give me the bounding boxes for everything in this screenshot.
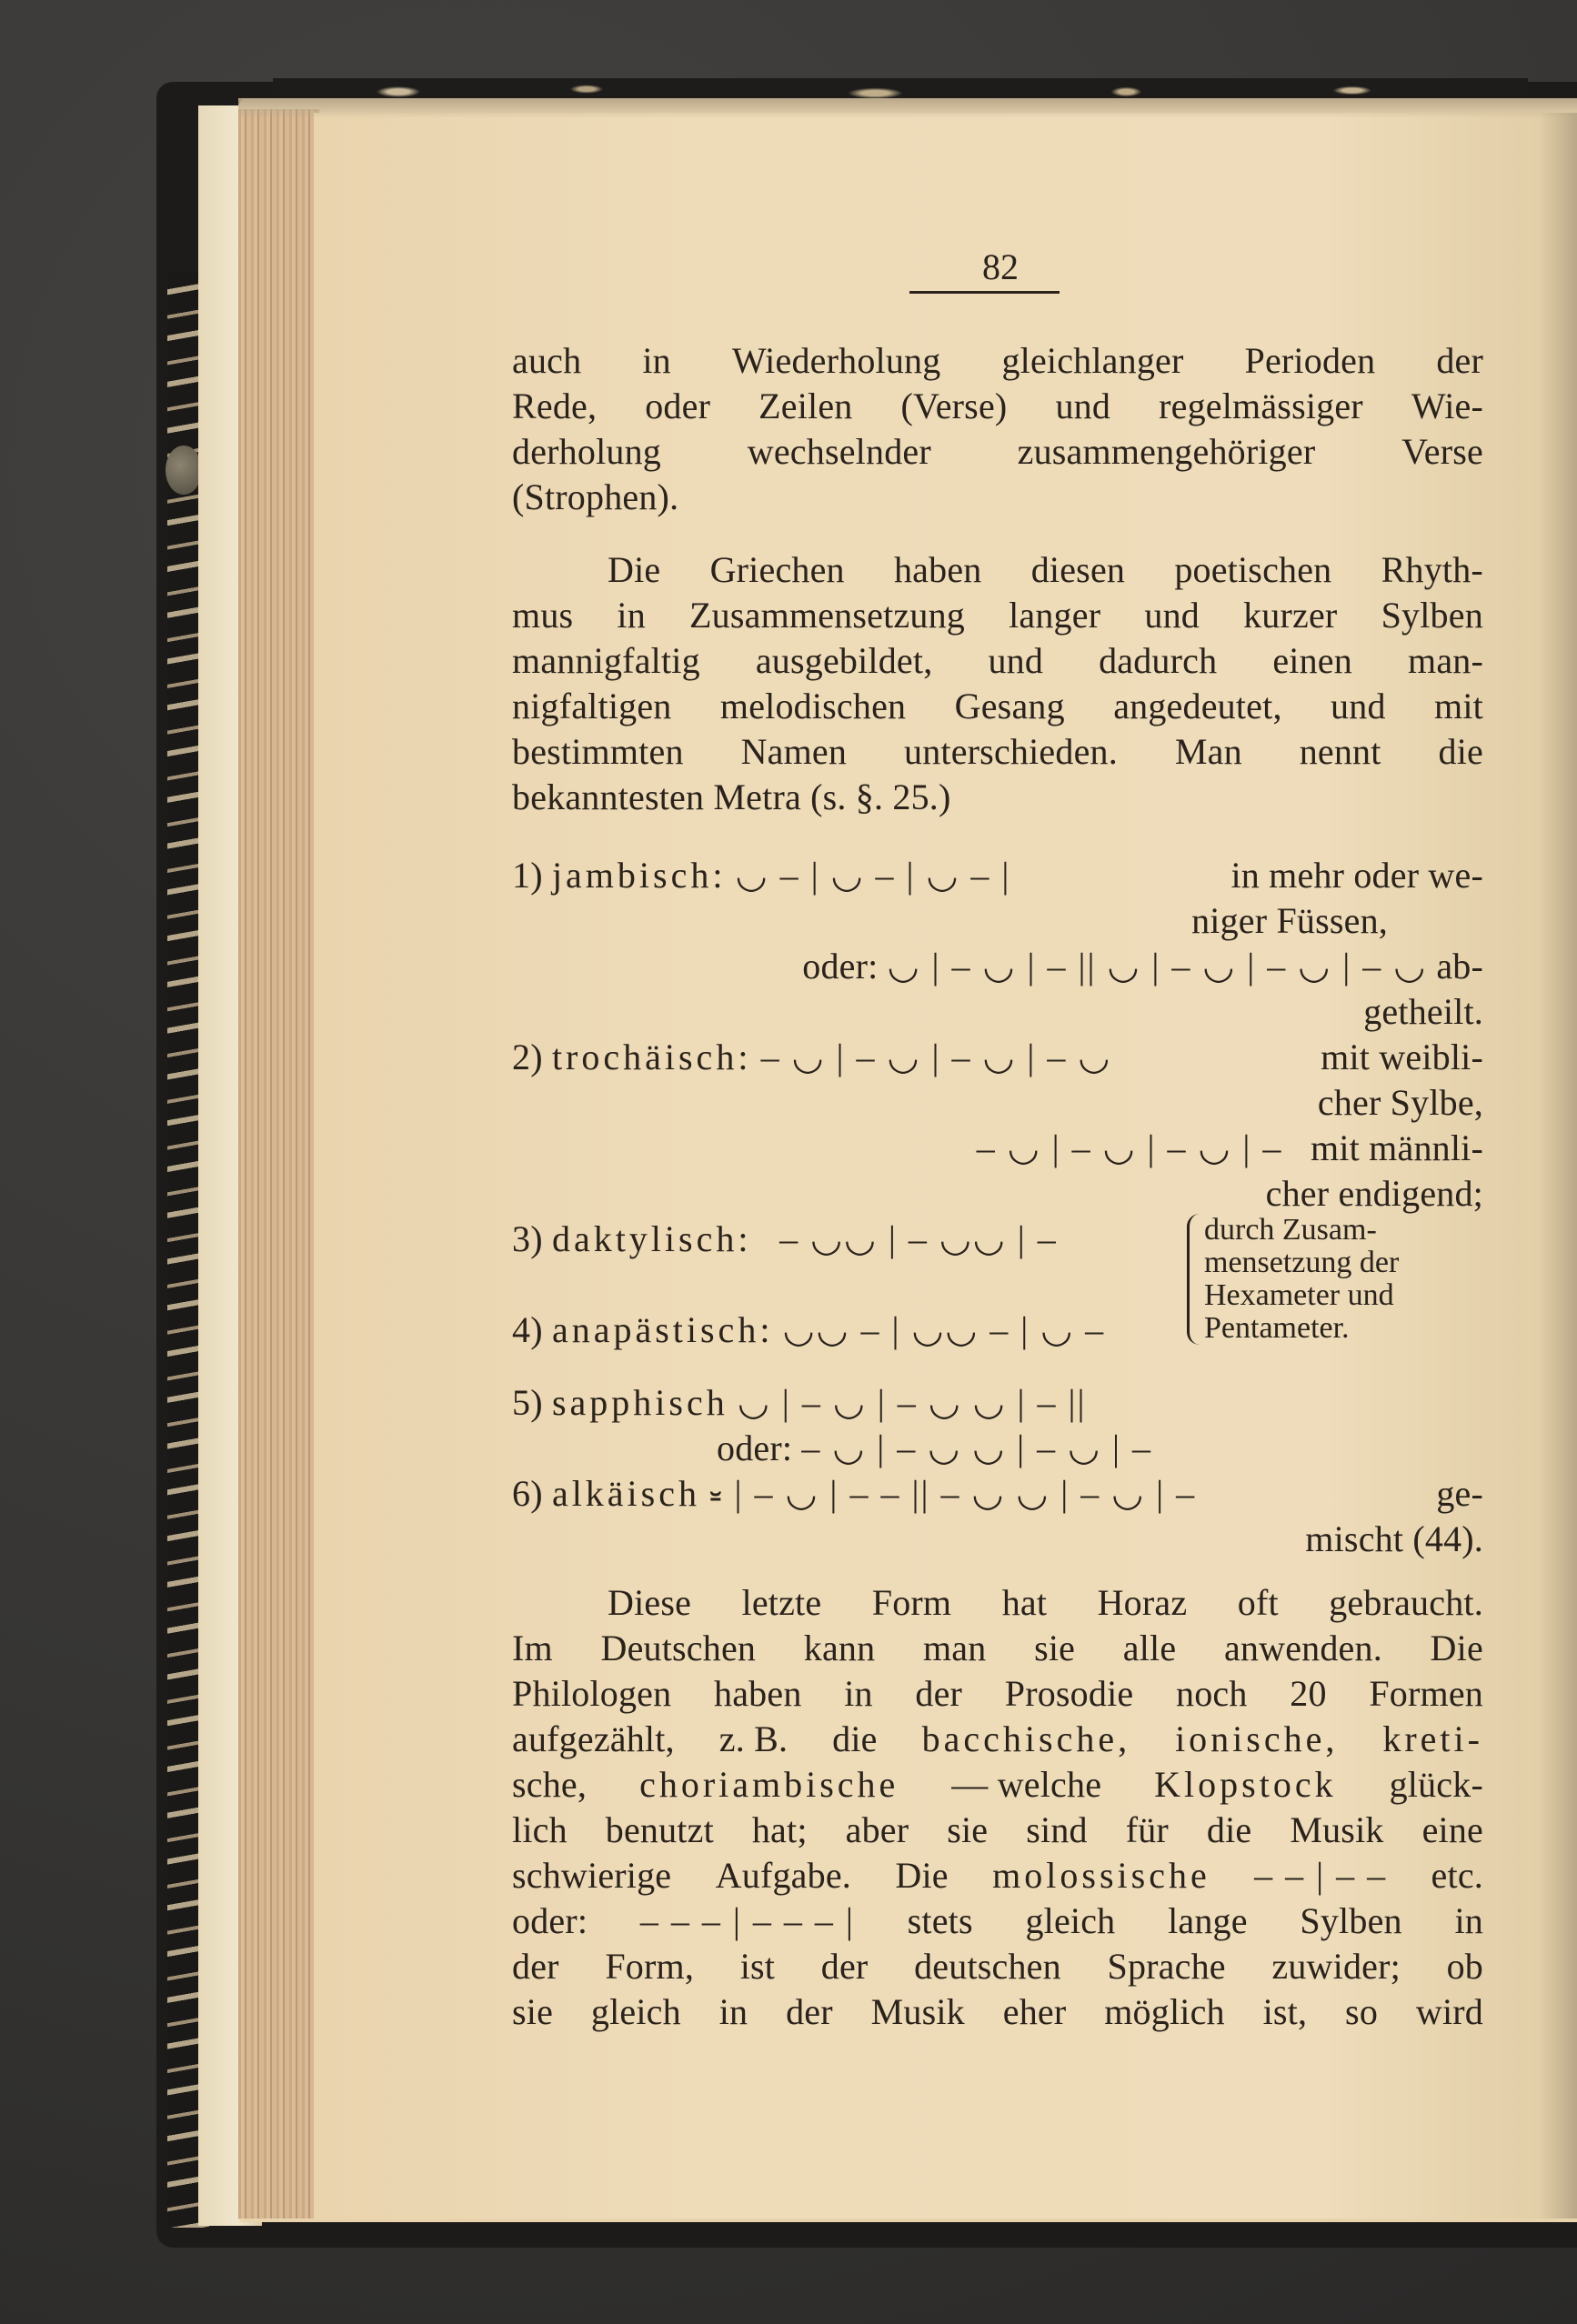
meter-pattern: ⏓ | – ◡ | – – || – ◡ ◡ | – ◡ | – xyxy=(709,1473,1197,1514)
text-line: cher Sylbe, xyxy=(1317,1082,1483,1123)
meter-item-sapphisch: 5) sapphisch ◡ | – ◡ | – ◡ ◡ | – || xyxy=(512,1380,1483,1426)
text-line: oder: ◡ | – ◡ | – || ◡ | – ◡ | – ◡ | – ◡ ab- xyxy=(512,944,1483,989)
meter-item-alkaeisch: 6) alkäisch ⏓ | – ◡ | – – || – ◡ ◡ | – ◡ | – ge- xyxy=(512,1471,1483,1517)
text-line: mischt (44). xyxy=(1305,1518,1483,1559)
text-line: getheilt. xyxy=(1363,991,1483,1032)
page-number-rule xyxy=(909,291,1060,294)
meter-list xyxy=(512,853,1483,1562)
page-edges xyxy=(238,109,320,2219)
meter-pattern: – ◡ | – ◡ | – ◡ | – ◡ xyxy=(760,1037,1112,1077)
pin-icon xyxy=(166,446,202,495)
meter-item-anapaestisch: 4) anapästisch: ◡◡ – | ◡◡ – | ◡ – xyxy=(512,1307,1483,1353)
text-line: nigfaltigen melodischen Gesang angedeutet, und mit xyxy=(512,686,1483,726)
text-line: derholung wechselnder zusammengehöriger Verse xyxy=(512,431,1483,472)
meter-pattern: ◡ | – ◡ | – ◡ ◡ | – || xyxy=(737,1382,1087,1423)
paragraph-1 xyxy=(512,338,1483,520)
text-line: cher endigend; xyxy=(1265,1173,1483,1214)
meter-pattern: ◡ | – ◡ | – || ◡ | – ◡ | – ◡ | – ◡ xyxy=(887,946,1428,987)
text-line: oder: – – – | – – – | stets gleich lange Sylben in xyxy=(512,1898,1483,1944)
meter-item-jambisch: 1) jambisch: ◡ – | ◡ – | ◡ – | in mehr oder we- xyxy=(512,853,1483,898)
text-line: Die Griechen haben diesen poetischen Rhyth- xyxy=(608,549,1483,590)
meter-pattern: ◡◡ – | ◡◡ – | ◡ – xyxy=(782,1309,1106,1350)
text-line: auch in Wiederholung gleichlanger Perioden der xyxy=(512,340,1483,381)
meter-pattern: ◡ – | ◡ – | ◡ – | xyxy=(735,855,1011,896)
text-line: sie gleich in der Musik eher möglich ist, so wird xyxy=(512,1991,1483,2032)
text-line: oder: – ◡ | – ◡ ◡ | – ◡ | – xyxy=(512,1426,1483,1471)
text-line: niger Füssen, xyxy=(1191,900,1388,941)
text-line: lich benutzt hat; aber sie sind für die Musik eine xyxy=(512,1809,1483,1850)
paragraph-3 xyxy=(512,1580,1483,2035)
text-line: bestimmten Namen unterschieden. Man nennt die xyxy=(512,731,1483,772)
paragraph-2 xyxy=(512,547,1483,820)
meter-item-daktylisch: 3) daktylisch: – ◡◡ | – ◡◡ | – xyxy=(512,1217,1483,1262)
text-line: bekanntesten Metra (s. §. 25.) xyxy=(512,776,951,817)
text-line: schwierige Aufgabe. Die molossische – – | – – etc. xyxy=(512,1853,1483,1898)
text-line: Philologen haben in der Prosodie noch 20 Formen xyxy=(512,1673,1483,1714)
text-line: mus in Zusammensetzung langer und kurzer Sylben xyxy=(512,595,1483,636)
meter-item-trochaeisch: 2) trochäisch: – ◡ | – ◡ | – ◡ | – ◡ mit weibli- xyxy=(512,1035,1483,1080)
text-line: der Form, ist der deutschen Sprache zuwider; ob xyxy=(512,1946,1483,1987)
text-line: Rede, oder Zeilen (Verse) und regelmässiger Wie- xyxy=(512,386,1483,426)
page-shadow xyxy=(238,98,1577,118)
text-line: – ◡ | – ◡ | – ◡ | – mit männli- xyxy=(512,1126,1483,1171)
text-line: mannigfaltig ausgebildet, und dadurch einen man- xyxy=(512,640,1483,681)
text-line: (Strophen). xyxy=(512,476,679,517)
meter-pattern: – ◡◡ | – ◡◡ | – xyxy=(779,1218,1058,1259)
text-line: Diese letzte Form hat Horaz oft gebraucht. xyxy=(608,1582,1483,1623)
text-line: Im Deutschen kann man sie alle anwenden. Die xyxy=(512,1628,1483,1668)
page-number: 82 xyxy=(982,246,1019,287)
text-line: aufgezählt, z. B. die bacchische, ionische, kreti- xyxy=(512,1718,1483,1759)
meter-pattern: – ◡ | – ◡ ◡ | – ◡ | – xyxy=(801,1427,1153,1468)
meter-pattern: – ◡ | – ◡ | – ◡ | – xyxy=(976,1127,1283,1168)
brace-note: durch Zusam- mensetzung der Hexameter und Pentameter. xyxy=(1187,1214,1450,1345)
text-line: sche, choriambische — welche Klopstock glück- xyxy=(512,1764,1483,1805)
meter-pattern: – – – | – – – | xyxy=(639,1900,855,1941)
meter-pattern: – – | – – xyxy=(1254,1855,1388,1896)
